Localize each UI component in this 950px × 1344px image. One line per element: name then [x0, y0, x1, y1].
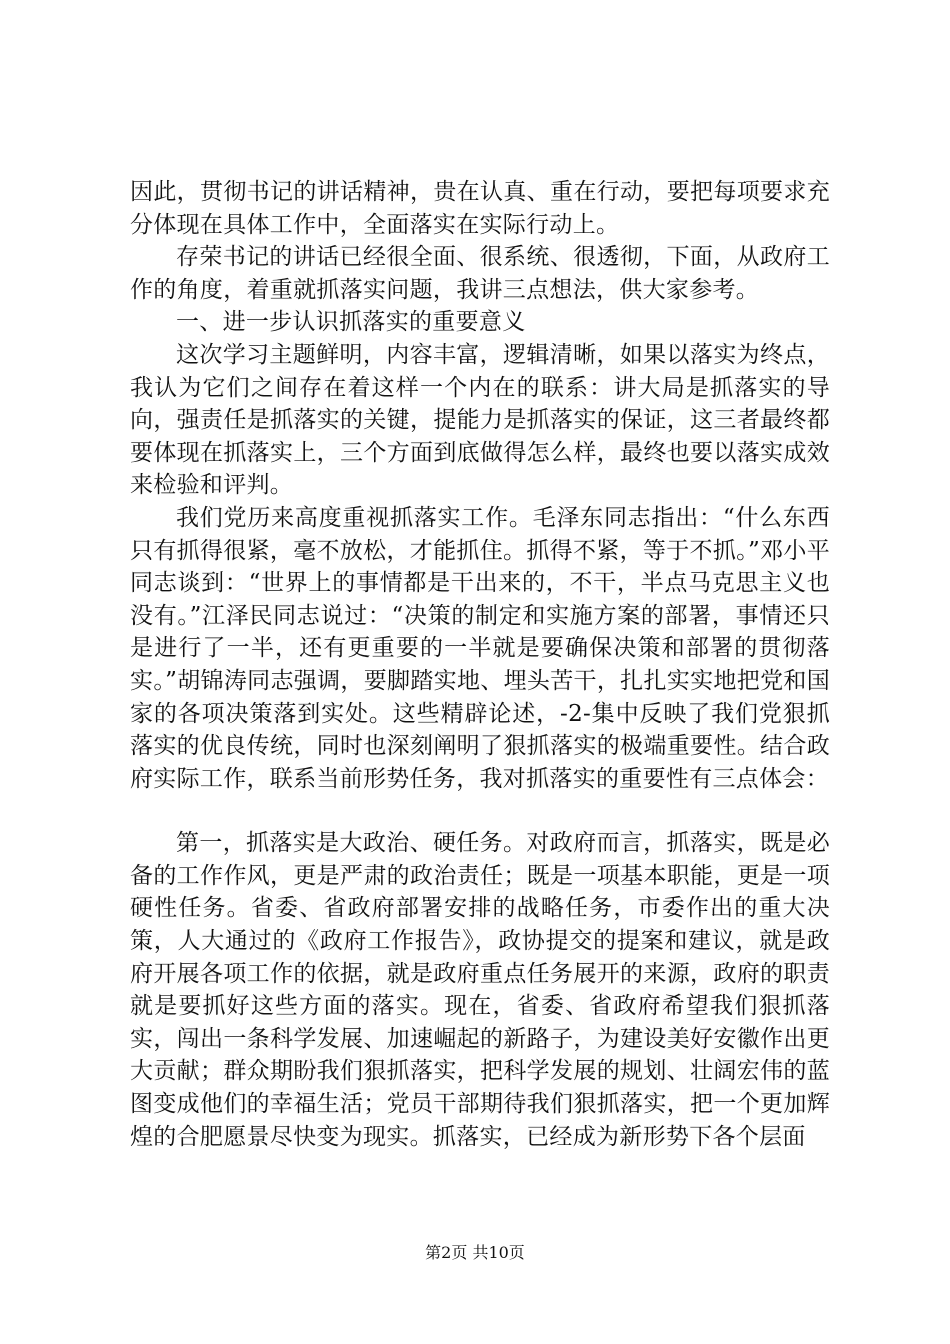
page-footer: 第2页 共10页 — [425, 1243, 525, 1262]
paragraph-party-tradition: 我们党历来高度重视抓落实工作。毛泽东同志指出：“什么东西只有抓得很紧，毫不放松，才能抓住。抓得不紧，等于不抓。”邓小平同志谈到：“世界上的事情都是干出来的，不干，半点马克思主义也没有。”江泽民同志说过：“决策的制定和实施方案的部署，事情还只是进行了一半，还有更重要的一半就是要确保决策和部署的贯彻落实。”胡锦涛同志强调，要脚踏实地、埋头苦干，扎扎实实地把党和国家的各项决策落到实处。这些精辟论述，-2-集中反映了我们党狠抓落实的优良传统，同时也深刻阐明了狠抓落实的极端重要性。结合政府实际工作，联系当前形势任务，我对抓落实的重要性有三点体会： — [130, 504, 830, 792]
paragraph-intro: 存荣书记的讲话已经很全面、很系统、很透彻，下面，从政府工作的角度，着重就抓落实问题，我讲三点想法，供大家参考。 — [130, 244, 830, 303]
paragraph-first-point: 第一，抓落实是大政治、硬任务。对政府而言，抓落实，既是必备的工作作风，更是严肃的政治责任；既是一项基本职能，更是一项硬性任务。省委、省政府部署安排的战略任务，市委作出的重大决策，人大通过的《政府工作报告》，政协提交的提案和建议，就是政府开展各项工作的依据，就是政府重点任务展开的来源，政府的职责就是要抓好这些方面的落实。现在，省委、省政府希望我们狠抓落实，闯出一条科学发展、加速崛起的新路子，为建设美好安徽作出更大贡献；群众期盼我们狠抓落实，把科学发展的规划、壮阔宏伟的蓝图变成他们的幸福生活；党员干部期待我们狠抓落实，把一个更加辉煌的合肥愿景尽快变为现实。抓落实，已经成为新形势下各个层面 — [130, 830, 830, 1150]
paragraph-continuation: 因此，贯彻书记的讲话精神，贵在认真、重在行动，要把每项要求充分体现在具体工作中，全面落实在实际行动上。 — [130, 179, 830, 238]
paragraph-study-theme: 这次学习主题鲜明，内容丰富，逻辑清晰，如果以落实为终点，我认为它们之间存在着这样一个内在的联系：讲大局是抓落实的导向，强责任是抓落实的关键，提能力是抓落实的保证，这三者最终都要体现在抓落实上，三个方面到底做得怎么样，最终也要以落实成效来检验和评判。 — [130, 341, 830, 499]
section-heading: 一、进一步认识抓落实的重要意义 — [176, 309, 526, 336]
document-body — [130, 176, 830, 1153]
